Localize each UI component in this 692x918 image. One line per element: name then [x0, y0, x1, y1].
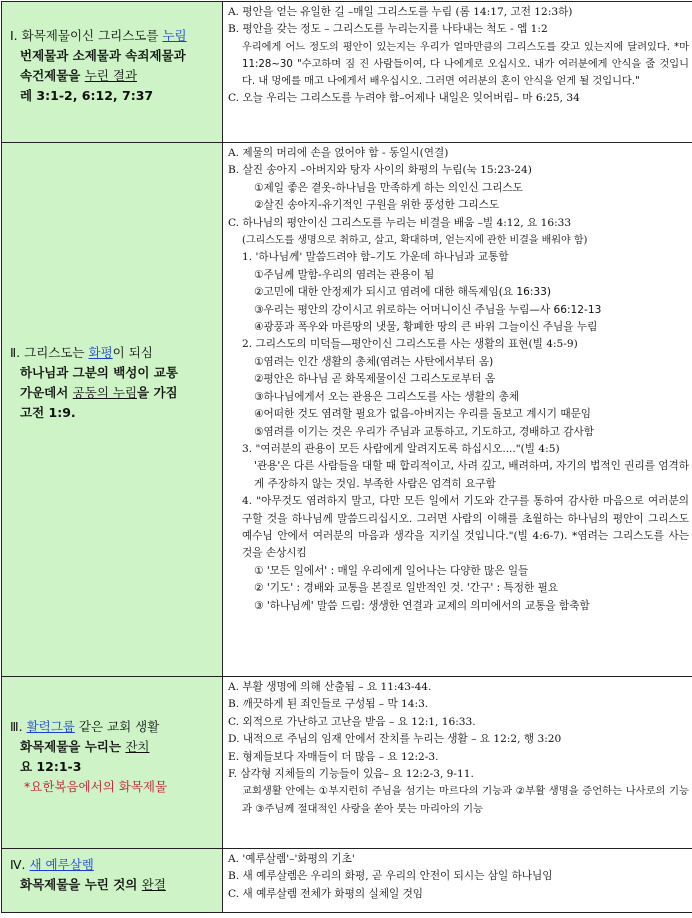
section-1-title: Ⅰ. 화목제물이신 그리스도를 누림 [10, 26, 216, 46]
section-2-item-a: A. 제물의 머리에 손을 얹어야 함 - 동일시(연결) [228, 145, 689, 162]
section-3-content-cell [223, 677, 692, 849]
section-1-line3: 속건제물을 누린 결과 [10, 66, 216, 86]
section-row-1 [2, 2, 692, 143]
section-2-point-2-c: ③하나님에게서 오는 관용은 그리스도를 사는 생활의 총체 [228, 389, 689, 406]
section-2-item-b1: ①제일 좋은 곁옷-하나님을 만족하게 하는 의인신 그리스도 [228, 180, 689, 197]
section-4-title: Ⅳ. 새 예루살렘 [10, 855, 216, 875]
outline-table [1, 1, 692, 913]
section-row-2 [2, 143, 692, 677]
section-3-line2: 화목제물을 누리는 잔치 [10, 737, 216, 757]
section-4-heading-cell [2, 849, 223, 913]
section-1-link[interactable]: 누림 [162, 28, 186, 43]
section-3-item-f: F. 삼각형 지체들의 기능들이 있음– 요 12:2-3, 9-11. [228, 766, 689, 783]
section-2-point-1-b: ②고민에 대한 안정제가 되시고 염려에 대한 해독제임(요 16:33) [228, 284, 689, 301]
section-2-line3: 가운데서 공동의 누림을 가짐 [10, 383, 216, 403]
section-2-content-cell [223, 143, 692, 677]
section-1-item-a: A. 평안을 얻는 유일한 길 –매일 그리스도를 누림 (롬 14:17, 고전 12:3하) [228, 4, 689, 21]
section-2-reference: 고전 1:9. [10, 403, 216, 423]
section-4-link[interactable]: 새 예루살렘 [30, 857, 94, 872]
section-2-point-2-d: ④어떠한 것도 염려할 필요가 없음-아버지는 우리를 돌보고 계시기 때문임 [228, 406, 689, 423]
section-1-heading-cell [2, 2, 223, 143]
section-2-heading-cell [2, 143, 223, 677]
section-2-point-3: 3. "여러분의 관용이 모든 사람에게 알려지도록 하십시오...."(빌 4:5) [228, 441, 689, 458]
section-2-link[interactable]: 화평 [89, 345, 113, 360]
section-2-item-c: C. 하나님의 평안이신 그리스도를 누리는 비결을 배움 –빌 4:12, 요 16:33 [228, 215, 689, 232]
section-3-paragraph: 교회생활 안에는 ①부지런히 주님을 섬기는 마르다의 기능과 ②부활 생명을 증언하는 나사로의 기능과 ③주님께 절대적인 사랑을 쏟아 붓는 마리아의 기능 [228, 783, 689, 818]
section-2-item-b: B. 살진 송아지 –아버지와 탕자 사이의 화평의 누림(눅 15:23-24) [228, 162, 689, 179]
section-row-4 [2, 849, 692, 913]
section-2-item-c-note: (그리스도를 생명으로 취하고, 살고, 확대하며, 얻는지에 관한 비결을 배워야 함) [228, 232, 689, 249]
section-1-reference: 레 3:1-2, 6:12, 7:37 [10, 86, 216, 106]
section-2-point-2-a: ①염려는 인간 생활의 총체(염려는 사탄에서부터 옴) [228, 354, 689, 371]
section-3-heading-cell [2, 677, 223, 849]
section-3-item-d: D. 내적으로 주님의 임재 안에서 잔치를 누리는 생활 – 요 12:2, 행 3:20 [228, 731, 689, 748]
section-4-item-b: B. 새 예루살렘은 우리의 화평, 곧 우리의 안전이 되시는 삼일 하나님임 [228, 868, 689, 885]
section-row-3 [2, 677, 692, 849]
section-2-point-3-text: '관용'은 다른 사람들을 대할 때 합리적이고, 사려 깊고, 배려하며, 자기의 법적인 권리를 엄격하게 주장하지 않는 것임. 부족한 사람은 엄격히 요구함 [228, 458, 689, 493]
section-2-title: Ⅱ. 그리스도는 화평이 되심 [10, 343, 216, 363]
section-2-point-1: 1. '하나님께' 말씀드려야 함–기도 가운데 하나님과 교통함 [228, 249, 689, 266]
section-2-point-4: 4. "아무것도 염려하지 말고, 다만 모든 일에서 기도와 간구를 통하여 감사한 마음으로 여러분의 구할 것을 하나님께 말씀드리십시오. 그러면 사람의 이해를 초월하는 하나님의 평안이 그리스도 예수님 안에서 여러분의 마음과 생각을 지키실 것입니다."(빌 4:6-7). *염려는 그리스도를 사는 것을 손상시킴 [228, 493, 689, 563]
section-2-point-4-a: ① '모든 일에서' : 매일 우리에게 일어나는 다양한 많은 일들 [228, 563, 689, 580]
section-2-point-2-e: ⑤염려를 이기는 것은 우리가 주님과 교통하고, 기도하고, 경배하고 감사함 [228, 424, 689, 441]
section-2-point-1-d: ④광풍과 폭우와 마른땅의 냇물, 황폐한 땅의 큰 바위 그늘이신 주님을 누림 [228, 319, 689, 336]
section-2-point-4-c: ③ '하나님께' 말씀 드림: 생생한 연결과 교제의 의미에서의 교통을 함축함 [228, 598, 689, 615]
section-2-line2: 하나님과 그분의 백성이 교통 [10, 363, 216, 383]
section-2-item-b2: ②살진 송아지-유기적인 구원을 위한 풍성한 그리스도 [228, 197, 689, 214]
section-2-point-2-b: ②평안은 하나님 곧 화목제물이신 그리스도로부터 옴 [228, 371, 689, 388]
section-4-item-a: A. '예루살렘'–'화평의 기초' [228, 851, 689, 868]
section-3-reference: 요 12:1-3 [10, 757, 216, 777]
section-2-point-1-a: ①주님께 말함-우리의 염려는 관용이 됨 [228, 267, 689, 284]
section-3-link[interactable]: 활력그룹 [27, 719, 75, 734]
section-3-item-b: B. 깨끗하게 된 죄인들로 구성됨 – 막 14:3. [228, 696, 689, 713]
section-3-item-e: E. 형제들보다 자매들이 더 많음 – 요 12:2-3. [228, 749, 689, 766]
section-2-point-4-b: ② '기도' : 경배와 교통을 본질로 일반적인 것. '간구' : 특정한 필요 [228, 580, 689, 597]
section-3-title: Ⅲ. 활력그룹 같은 교회 생활 [10, 717, 216, 737]
section-2-point-2: 2. 그리스도의 미덕들—평안이신 그리스도를 사는 생활의 표현(빌 4:5-9) [228, 336, 689, 353]
section-3-note: *요한복음에서의 화목제물 [10, 777, 216, 797]
section-1-item-b: B. 평안을 갖는 정도 – 그리스도를 누리는지를 나타내는 척도 - 엡 1:2 [228, 21, 689, 38]
section-3-item-c: C. 외적으로 가난하고 고난을 받음 – 요 12:1, 16:33. [228, 714, 689, 731]
section-4-item-c: C. 새 예루살렘 전체가 화평의 실체일 것임 [228, 886, 689, 903]
section-1-line2: 번제물과 소제물과 속죄제물과 [10, 46, 216, 66]
section-1-paragraph: 우리에게 어느 정도의 평안이 있는지는 우리가 얼마만큼의 그리스도를 갖고 있는지에 달려있다. *마 11:28~30 "수고하며 짐 진 사람들이여, 다 나에게로 오십시오. 내가 여러분에게 안식을 줄 것입니다. 내 멍에를 매고 나에게서 배우십시오. 그러면 여러분의 혼이 안식을 얻게 될 것입니다." [228, 39, 689, 90]
section-4-line2: 화목제물을 누린 것의 완결 [10, 875, 216, 895]
section-4-content-cell [223, 849, 692, 913]
outline-page [1, 1, 691, 916]
section-1-item-c: C. 오늘 우리는 그리스도를 누려야 함–어제나 내일은 잊어버림– 마 6:25, 34 [228, 90, 689, 107]
section-1-content-cell [223, 2, 692, 143]
section-2-point-1-c: ③우리는 평안의 강이시고 위로하는 어머니이신 주님을 누림—사 66:12-13 [228, 302, 689, 319]
section-3-item-a: A. 부활 생명에 의해 산출됨 – 요 11:43-44. [228, 679, 689, 696]
